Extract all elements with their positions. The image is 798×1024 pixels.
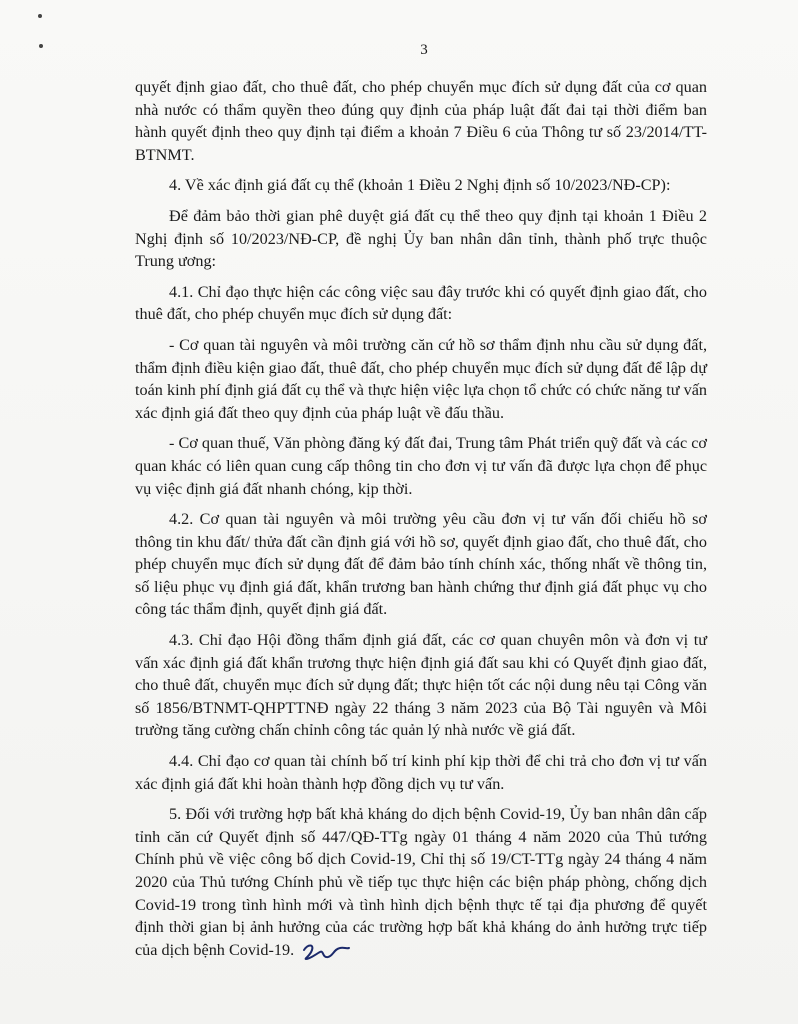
paragraph: Để đảm bảo thời gian phê duyệt giá đất cụ thể theo quy định tại khoản 1 Điều 2 Nghị định số 10/2023/NĐ-CP, đề nghị Ủy ban nhân dân tỉnh, thành phố trực thuộc Trung ương:	[135, 206, 707, 271]
bullet-item: - Cơ quan tài nguyên và môi trường căn cứ hồ sơ thẩm định nhu cầu sử dụng đất, thẩm định điều kiện giao đất, thuê đất, cho phép chuyển mục đích sử dụng đất để lập dự toán kinh phí định giá đất cụ thể và thực hiện việc lựa chọn tổ chức có chức năng tư vấn xác định giá đất theo quy định của pháp luật về đấu thầu.	[135, 335, 707, 422]
document-body	[135, 76, 707, 962]
item-4-1: 4.1. Chỉ đạo thực hiện các công việc sau đây trước khi có quyết định giao đất, cho thuê đất, cho phép chuyển mục đích sử dụng đất:	[135, 282, 707, 324]
initial-signature-icon	[300, 940, 352, 962]
scan-mark	[38, 14, 42, 18]
paragraph-continuation: quyết định giao đất, cho thuê đất, cho phép chuyển mục đích sử dụng đất của cơ quan nhà nước có thẩm quyền theo đúng quy định của pháp luật đất đai tại thời điểm ban hành quyết định theo quy định tại điểm a khoản 7 Điều 6 của Thông tư số 23/2014/TT-BTNMT.	[135, 78, 707, 164]
item-4-2: 4.2. Cơ quan tài nguyên và môi trường yêu cầu đơn vị tư vấn đối chiếu hồ sơ thông tin khu đất/ thửa đất cần định giá với hồ sơ, quyết định giao đất, cho thuê đất, cho phép chuyển mục đích sử dụng đất để đảm bảo tính chính xác, thống nhất về thông tin, số liệu phục vụ định giá đất, khẩn trương ban hành chứng thư định giá đất phục vụ cho công tác thẩm định, quyết định giá đất.	[135, 510, 707, 619]
section-5-wrapper	[135, 803, 707, 962]
page-number: 3	[420, 42, 428, 58]
bullet-item: - Cơ quan thuế, Văn phòng đăng ký đất đai, Trung tâm Phát triển quỹ đất và các cơ quan khác có liên quan cung cấp thông tin cho đơn vị tư vấn đã được lựa chọn để phục vụ việc định giá đất nhanh chóng, kịp thời.	[135, 434, 707, 498]
section-heading-4: 4. Về xác định giá đất cụ thể (khoản 1 Điều 2 Nghị định số 10/2023/NĐ-CP):	[169, 176, 671, 195]
item-4-3: 4.3. Chỉ đạo Hội đồng thẩm định giá đất, các cơ quan chuyên môn và đơn vị tư vấn xác định giá đất khẩn trương thực hiện định giá đất sau khi có Quyết định giao đất, cho thuê đất, chuyển mục đích sử dụng đất; thực hiện tốt các nội dung nêu tại Công văn số 1856/BTNMT-QHPTTNĐ ngày 22 tháng 3 năm 2023 của Bộ Tài nguyên và Môi trường tăng cường chấn chỉnh công tác quản lý nhà nước về giá đất.	[135, 631, 707, 740]
item-4-4: 4.4. Chỉ đạo cơ quan tài chính bố trí kinh phí kịp thời để chi trả cho đơn vị tư vấn xác định giá đất khi hoàn thành hợp đồng dịch vụ tư vấn.	[135, 752, 707, 793]
section-5: 5. Đối với trường hợp bất khả kháng do dịch bệnh Covid-19, Ủy ban nhân dân cấp tỉnh căn cứ Quyết định số 447/QĐ-TTg ngày 01 tháng 4 năm 2020 của Thủ tướng Chính phủ về việc công bố dịch Covid-19, Chỉ thị số 19/CT-TTg ngày 24 tháng 4 năm 2020 của Thủ tướng Chính phủ về tiếp tục thực hiện các biện pháp phòng, chống dịch Covid-19 trong tình hình mới và tình hình dịch bệnh thực tế tại địa phương để quyết định thời gian bị ảnh hưởng của các trường hợp bất khả kháng do ảnh hưởng trực tiếp của dịch bệnh Covid-19.	[135, 805, 707, 959]
